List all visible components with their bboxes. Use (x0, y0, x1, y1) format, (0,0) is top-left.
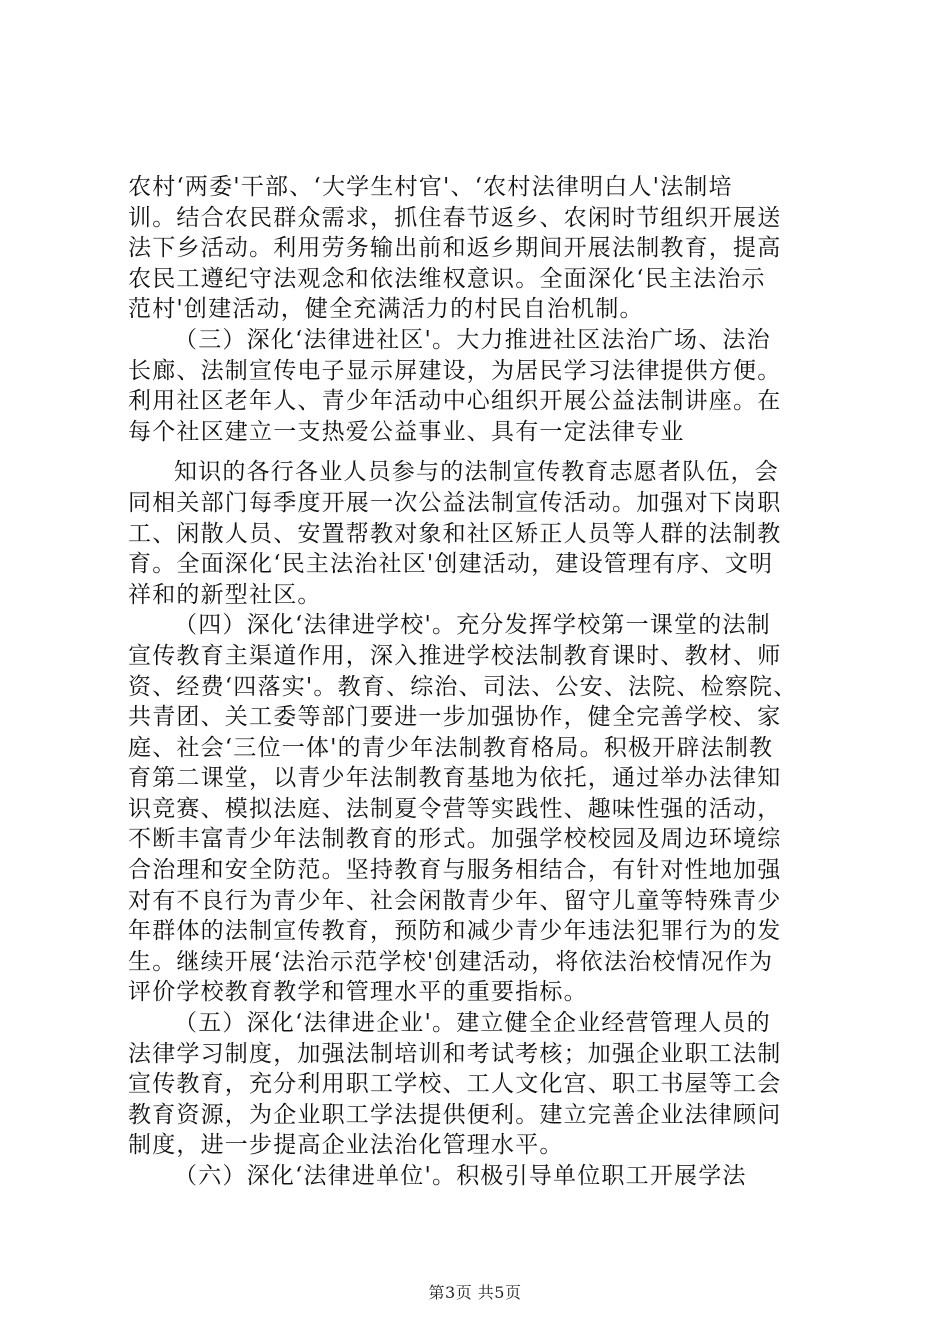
text-line: 每个社区建立一支热爱公益事业、具有一定法律专业 (128, 418, 685, 445)
text-line: 评价学校教育教学和管理水平的重要指标。 (128, 979, 588, 1006)
text-line: 知识的各行各业人员参与的法制宣传教育志愿者队伍，会 (174, 459, 779, 486)
text-line: 庭、社会‘三位一体'的青少年法制教育格局。积极开辟法制教 (128, 734, 774, 761)
text-line: 资、经费‘四落实'。教育、综治、司法、公安、法院、检察院、 (128, 673, 798, 700)
text-line: 育。全面深化‘民主法治社区'创建活动，建设管理有序、文明 (128, 551, 774, 578)
text-line: 宣传教育，充分利用职工学校、工人文化宫、职工书屋等工会 (128, 1071, 782, 1098)
text-line: （四）深化‘法律进学校'。充分发挥学校第一课堂的法制 (174, 612, 771, 639)
text-line: 法下乡活动。利用劳务输出前和返乡期间开展法制教育，提高 (128, 235, 782, 262)
text-line: 生。继续开展‘法治示范学校'创建活动，将依法治校情况作为 (128, 948, 774, 975)
page-number-footer: 第3页 共5页 (428, 1283, 522, 1302)
text-line: 共青团、关工委等部门要进一步加强协作，健全完善学校、家 (128, 704, 782, 731)
text-line: 育第二课堂，以青少年法制教育基地为依托，通过举办法律知 (128, 765, 782, 792)
text-line: 训。结合农民群众需求，抓住春节返乡、农闲时节组织开展送 (128, 204, 782, 231)
text-line: （六）深化‘法律进单位'。积极引导单位职工开展学法 (174, 1163, 747, 1189)
text-line: 同相关部门每季度开展一次公益法制宣传活动。加强对下岗职 (128, 489, 782, 516)
text-line: 范村'创建活动，健全充满活力的村民自治机制。 (128, 296, 644, 323)
text-line: 农民工遵纪守法观念和依法维权意识。全面深化‘民主法治示 (128, 265, 766, 292)
text-line: 教育资源，为企业职工学法提供便利。建立完善企业法律顾问 (128, 1101, 782, 1128)
text-line: 对有不良行为青少年、社会闲散青少年、留守儿童等特殊青少 (128, 887, 782, 914)
body-text (128, 172, 828, 1192)
text-line: 制度，进一步提高企业法治化管理水平。 (128, 1132, 564, 1159)
text-line: 工、闲散人员、安置帮教对象和社区矫正人员等人群的法制教 (128, 520, 782, 547)
text-line: 不断丰富青少年法制教育的形式。加强学校校园及周边环境综 (128, 826, 782, 853)
text-line: 宣传教育主渠道作用，深入推进学校法制教育课时、教材、师 (128, 642, 782, 669)
text-line: （五）深化‘法律进企业'。建立健全企业经营管理人员的 (174, 1010, 771, 1037)
text-line: 法律学习制度，加强法制培训和考试考核；加强企业职工法制 (128, 1040, 782, 1067)
text-line: 农村‘两委'干部、‘大学生村官'、‘农村法律明白人'法制培 (128, 174, 733, 200)
text-line: 利用社区老年人、青少年活动中心组织开展公益法制讲座。在 (128, 388, 782, 415)
text-line: 长廊、法制宣传电子显示屏建设，为居民学习法律提供方便。 (128, 357, 782, 384)
text-line: （三）深化‘法律进社区'。大力推进社区法治广场、法治 (174, 326, 771, 353)
text-line: 识竞赛、模拟法庭、法制夏令营等实践性、趣味性强的活动， (128, 795, 782, 822)
text-line: 合治理和安全防范。坚持教育与服务相结合，有针对性地加强 (128, 857, 782, 884)
text-line: 年群体的法制宣传教育，预防和减少青少年违法犯罪行为的发 (128, 918, 782, 945)
text-line: 祥和的新型社区。 (128, 581, 322, 608)
